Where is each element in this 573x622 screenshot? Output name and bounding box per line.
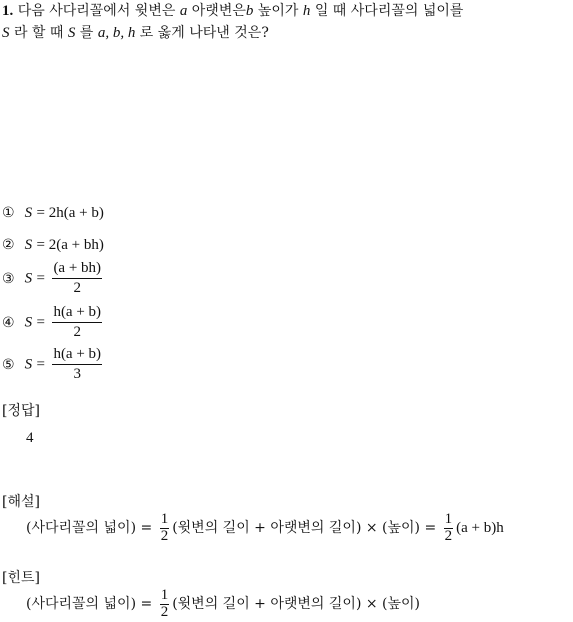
choice-marker: ②: [2, 237, 15, 253]
denominator: 2: [73, 324, 81, 340]
fraction-half: [160, 512, 170, 544]
numerator: h(a + b): [52, 304, 102, 323]
hint-formula: [26, 588, 420, 620]
numerator: h(a + b): [52, 346, 102, 365]
question-line-1: [2, 0, 463, 22]
var-b: b: [245, 3, 254, 19]
question-text-2b: 를: [79, 25, 94, 41]
denominator: 3: [73, 366, 81, 382]
choice-2[interactable]: [2, 234, 104, 256]
choice-3[interactable]: ③ S = $\frac{(a + bh)}{2}$: [2, 260, 102, 296]
explanation-label: [해설]: [2, 494, 40, 510]
choice-expr: = 2h(a + b): [36, 205, 104, 221]
choice-1[interactable]: [2, 202, 104, 224]
numerator: 1: [444, 511, 453, 527]
choice-marker: ③: [2, 270, 15, 287]
answer-value: 4: [26, 430, 34, 446]
question-text-2c: 로 옳게 나타낸 것은?: [139, 25, 269, 41]
choice-4[interactable]: ④ S = $\frac{h(a + b)}{2}$: [2, 304, 102, 340]
choice-lhs: S: [24, 356, 33, 373]
hint-label: [힌트]: [2, 570, 40, 586]
numerator: 1: [160, 587, 169, 603]
choice-marker: ⑤: [2, 356, 15, 373]
question-number: 1.: [2, 3, 14, 19]
choice-marker: ④: [2, 314, 15, 331]
fraction-half: [160, 588, 170, 620]
choice-fraction: [52, 260, 102, 297]
hint-part-1: (사다리꼴의 넓이) =: [26, 596, 153, 612]
question-line-2: [2, 22, 269, 44]
question-text-1a: 다음 사다리꼴에서 윗변은: [17, 3, 176, 19]
var-a: a: [179, 3, 188, 19]
var-list: a, b, h: [97, 25, 136, 41]
denominator: 2: [444, 528, 453, 544]
choice-lhs: S: [24, 314, 33, 331]
denominator: 2: [160, 604, 169, 620]
answer-label: [정답]: [2, 403, 40, 419]
fraction-half-2: [444, 512, 454, 544]
choice-fraction: [52, 304, 102, 341]
denominator: 2: [73, 280, 81, 296]
explanation-part-1: (사다리꼴의 넓이) =: [26, 520, 153, 536]
var-S: S: [2, 25, 10, 41]
var-h: h: [302, 3, 311, 19]
question-text-1d: 일 때 사다리꼴의 넓이를: [314, 3, 464, 19]
choice-marker: ①: [2, 205, 15, 221]
question-text-1c: 높이가: [257, 3, 299, 19]
choice-lhs: S: [24, 205, 33, 221]
explanation-part-3: (a + b)h: [456, 520, 504, 536]
numerator: 1: [160, 511, 169, 527]
explanation-part-2: (윗변의 길이 + 아랫변의 길이) × (높이) =: [172, 520, 437, 536]
var-S-2: S: [67, 25, 76, 41]
hint-part-2: (윗변의 길이 + 아랫변의 길이) × (높이): [172, 596, 421, 612]
question-text-1b: 아랫변은: [191, 3, 246, 19]
choice-lhs: S: [24, 237, 33, 253]
choice-fraction: [52, 346, 102, 383]
choice-expr: = 2(a + bh): [36, 237, 104, 253]
choice-lhs: S: [24, 270, 33, 287]
numerator: (a + bh): [52, 260, 102, 279]
explanation-formula: [26, 512, 504, 544]
question-text-2a: 라 할 때: [13, 25, 64, 41]
choice-5[interactable]: ⑤ S = $\frac{h(a + b)}{3}$: [2, 346, 102, 382]
denominator: 2: [160, 528, 169, 544]
